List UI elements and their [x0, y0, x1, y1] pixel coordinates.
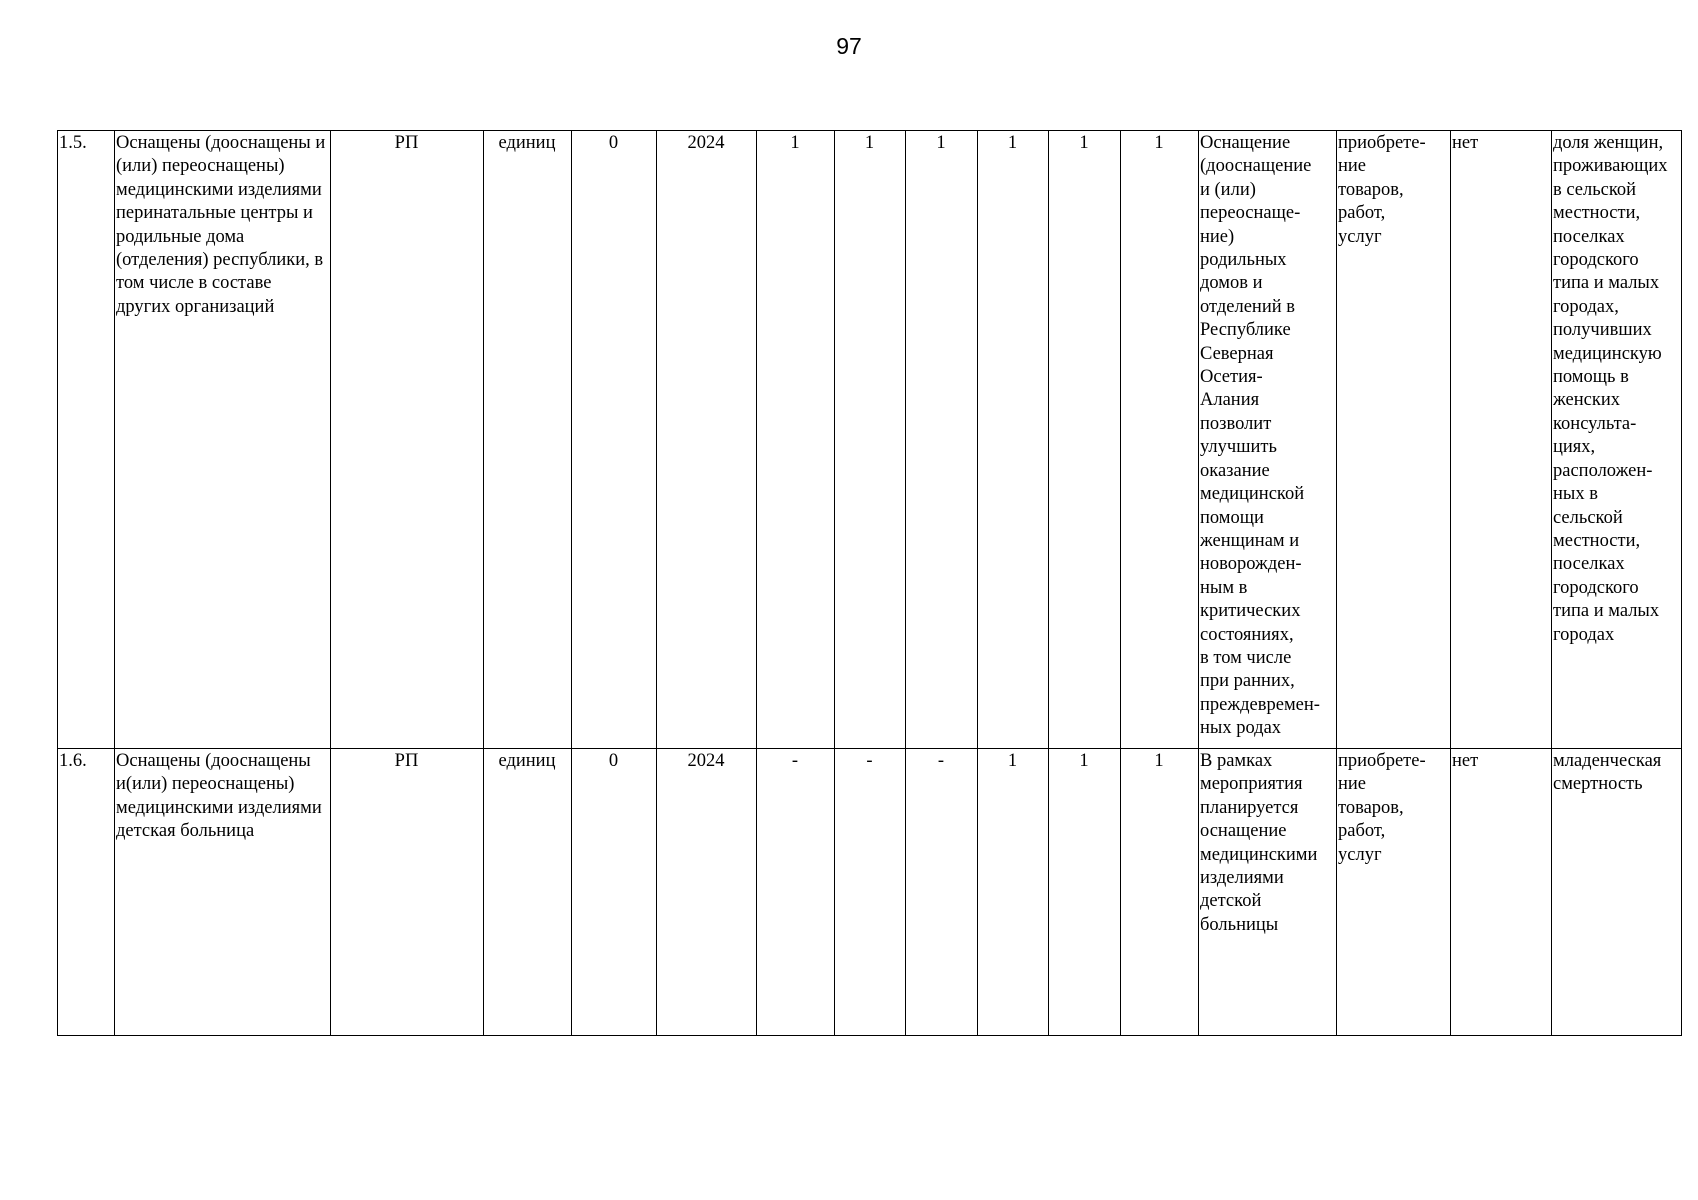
- value-cell-5: 1: [1049, 749, 1121, 1036]
- row-number-cell: 1.5.: [58, 131, 115, 749]
- base-value-cell: 0: [572, 131, 657, 749]
- measure-name-cell: Оснащены (дооснащены и(или) переоснащены) медицинскими изделиями детская больница: [115, 749, 331, 1036]
- value-cell-2: -: [835, 749, 906, 1036]
- unit-cell: единиц: [484, 131, 572, 749]
- unit-cell: единиц: [484, 749, 572, 1036]
- measures-table: [57, 130, 1682, 1036]
- description-cell: Оснащение (дооснащение и (или) переоснаще- ние) родильных домов и отделений в Республике Северная Осетия- Алания позволит улучшить оказание медицинской помощи женщинам и новорожден- ным в критических состояниях, в том числе при ранних, преждевремен- ных родах: [1199, 131, 1337, 749]
- action-type-cell: приобрете- ние товаров, работ, услуг: [1337, 131, 1451, 749]
- value-cell-3: -: [906, 749, 978, 1036]
- value-cell-6: 1: [1121, 131, 1199, 749]
- value-cell-6: 1: [1121, 749, 1199, 1036]
- description-cell: В рамках мероприятия планируется оснащение медицинскими изделиями детской больницы: [1199, 749, 1337, 1036]
- flag-cell: нет: [1451, 131, 1552, 749]
- value-cell-4: 1: [978, 131, 1049, 749]
- project-cell: РП: [331, 749, 484, 1036]
- table-row: [58, 131, 1682, 749]
- indicator-cell: доля женщин, проживающих в сельской местности, поселках городского типа и малых городах, получивших медицинскую помощь в женских консульта- циях, расположен- ных в сельской местности, поселках городского типа и малых городах: [1552, 131, 1682, 749]
- value-cell-4: 1: [978, 749, 1049, 1036]
- flag-cell: нет: [1451, 749, 1552, 1036]
- value-cell-1: -: [757, 749, 835, 1036]
- measure-name-cell: Оснащены (дооснащены и (или) переоснащены) медицинскими изделиями перинатальные центры и родильные дома (отделения) республики, в том числе в составе других организаций: [115, 131, 331, 749]
- indicator-cell: младенческая смертность: [1552, 749, 1682, 1036]
- page-number: 97: [836, 33, 862, 59]
- project-cell: РП: [331, 131, 484, 749]
- year-cell: 2024: [657, 131, 757, 749]
- value-cell-2: 1: [835, 131, 906, 749]
- value-cell-3: 1: [906, 131, 978, 749]
- table-row: [58, 749, 1682, 1036]
- action-type-cell: приобрете- ние товаров, работ, услуг: [1337, 749, 1451, 1036]
- value-cell-1: 1: [757, 131, 835, 749]
- base-value-cell: 0: [572, 749, 657, 1036]
- year-cell: 2024: [657, 749, 757, 1036]
- value-cell-5: 1: [1049, 131, 1121, 749]
- row-number-cell: 1.6.: [58, 749, 115, 1036]
